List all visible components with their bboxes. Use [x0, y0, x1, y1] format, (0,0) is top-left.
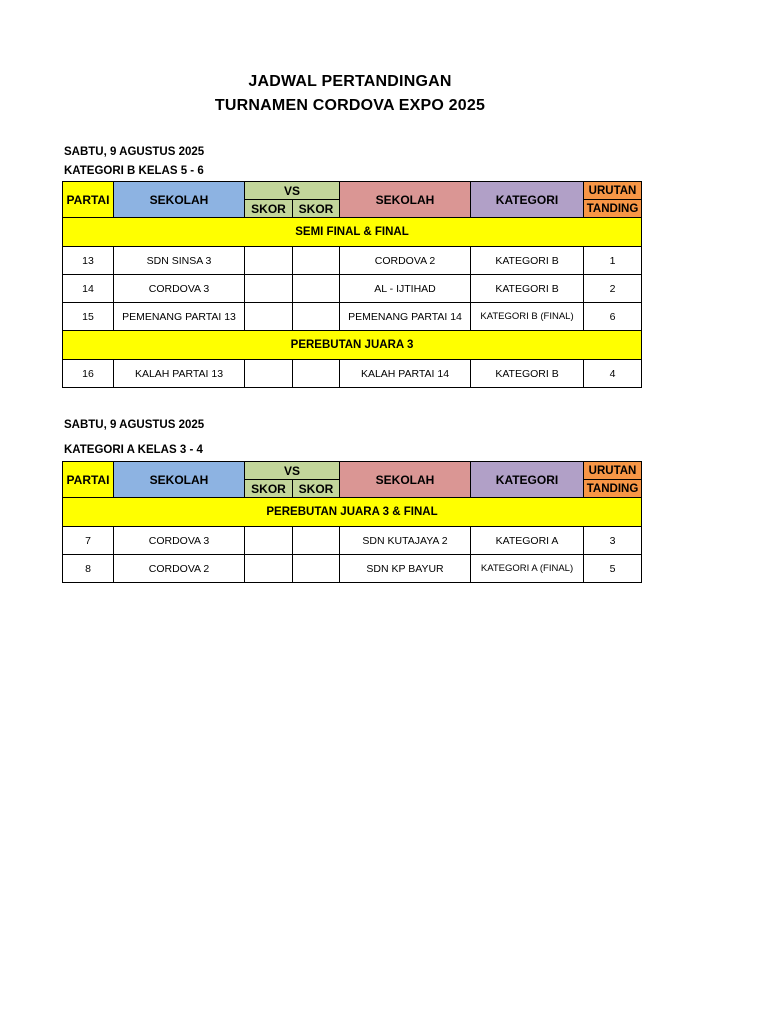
group-band-juara-3: PEREBUTAN JUARA 3 [63, 331, 642, 360]
cell-skor-right[interactable] [293, 275, 340, 303]
col-header-skor-left: SKOR [245, 200, 293, 218]
cell-sekolah-right: AL - IJTIHAD [340, 275, 471, 303]
cell-kategori: KATEGORI B [471, 275, 584, 303]
cell-urutan: 2 [584, 275, 642, 303]
cell-kategori: KATEGORI B [471, 247, 584, 275]
cell-sekolah-right: SDN KP BAYUR [340, 555, 471, 583]
cell-sekolah-right: CORDOVA 2 [340, 247, 471, 275]
col-header-skor-right: SKOR [293, 480, 340, 498]
cell-kategori: KATEGORI B (FINAL) [471, 303, 584, 331]
table-row [63, 303, 642, 331]
group-band-semi-final: SEMI FINAL & FINAL [63, 218, 642, 247]
cell-partai: 13 [63, 247, 114, 275]
cell-urutan: 1 [584, 247, 642, 275]
cell-sekolah-right: KALAH PARTAI 14 [340, 360, 471, 388]
cell-sekolah-left: SDN SINSA 3 [114, 247, 245, 275]
cell-skor-left[interactable] [245, 275, 293, 303]
col-header-urutan: URUTAN [584, 462, 642, 480]
cell-partai: 8 [63, 555, 114, 583]
col-header-kategori: KATEGORI [471, 462, 584, 498]
cell-sekolah-right: SDN KUTAJAYA 2 [340, 527, 471, 555]
cell-skor-left[interactable] [245, 303, 293, 331]
col-header-partai: PARTAI [63, 182, 114, 218]
cell-urutan: 4 [584, 360, 642, 388]
col-header-vs: VS [245, 182, 340, 200]
cell-partai: 7 [63, 527, 114, 555]
cell-urutan: 3 [584, 527, 642, 555]
cell-skor-left[interactable] [245, 247, 293, 275]
col-header-kategori: KATEGORI [471, 182, 584, 218]
section1-date: SABTU, 9 AGUSTUS 2025 [64, 146, 205, 158]
cell-partai: 16 [63, 360, 114, 388]
cell-skor-left[interactable] [245, 360, 293, 388]
cell-urutan: 5 [584, 555, 642, 583]
col-header-sekolah-left: SEKOLAH [114, 182, 245, 218]
section2-date: SABTU, 9 AGUSTUS 2025 [64, 419, 205, 431]
col-header-sekolah-right: SEKOLAH [340, 462, 471, 498]
cell-skor-left[interactable] [245, 527, 293, 555]
cell-sekolah-left: PEMENANG PARTAI 13 [114, 303, 245, 331]
col-header-urutan: URUTAN [584, 182, 642, 200]
section1-category: KATEGORI B KELAS 5 - 6 [64, 165, 204, 177]
cell-sekolah-left: CORDOVA 2 [114, 555, 245, 583]
table-row [63, 527, 642, 555]
col-header-sekolah-right: SEKOLAH [340, 182, 471, 218]
cell-sekolah-left: KALAH PARTAI 13 [114, 360, 245, 388]
cell-urutan: 6 [584, 303, 642, 331]
schedule-table-kategori-a [62, 461, 642, 583]
section2-category: KATEGORI A KELAS 3 - 4 [64, 444, 203, 456]
cell-skor-right[interactable] [293, 555, 340, 583]
col-header-skor-right: SKOR [293, 200, 340, 218]
col-header-skor-left: SKOR [245, 480, 293, 498]
cell-sekolah-right: PEMENANG PARTAI 14 [340, 303, 471, 331]
cell-sekolah-left: CORDOVA 3 [114, 527, 245, 555]
page-title-line-2: TURNAMEN CORDOVA EXPO 2025 [214, 97, 486, 114]
table-row [63, 247, 642, 275]
cell-skor-right[interactable] [293, 303, 340, 331]
group-band-juara-3-final: PEREBUTAN JUARA 3 & FINAL [63, 498, 642, 527]
col-header-partai: PARTAI [63, 462, 114, 498]
cell-skor-left[interactable] [245, 555, 293, 583]
table-row [63, 275, 642, 303]
cell-skor-right[interactable] [293, 247, 340, 275]
cell-partai: 15 [63, 303, 114, 331]
cell-kategori: KATEGORI A [471, 527, 584, 555]
cell-sekolah-left: CORDOVA 3 [114, 275, 245, 303]
col-header-tanding: TANDING [584, 480, 642, 498]
col-header-sekolah-left: SEKOLAH [114, 462, 245, 498]
cell-skor-right[interactable] [293, 360, 340, 388]
page-title-line-1: JADWAL PERTANDINGAN [248, 73, 452, 90]
col-header-tanding: TANDING [584, 200, 642, 218]
table-row [63, 360, 642, 388]
cell-kategori: KATEGORI A (FINAL) [471, 555, 584, 583]
cell-kategori: KATEGORI B [471, 360, 584, 388]
cell-partai: 14 [63, 275, 114, 303]
col-header-vs: VS [245, 462, 340, 480]
cell-skor-right[interactable] [293, 527, 340, 555]
table-row [63, 555, 642, 583]
schedule-table-kategori-b [62, 181, 642, 388]
